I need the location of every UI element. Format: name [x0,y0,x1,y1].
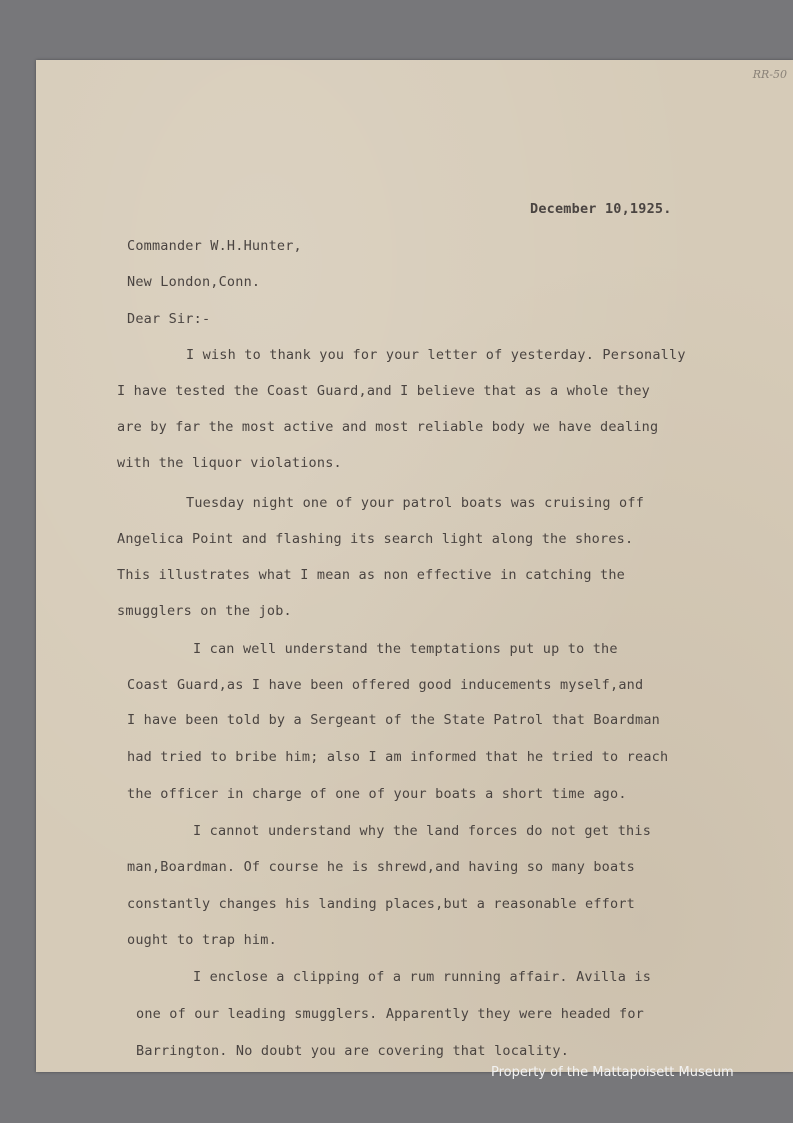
body-line: with the liquor violations. [117,455,342,471]
body-line: Coast Guard,as I have been offered good inducements myself,and [127,677,644,693]
salutation: Dear Sir:- [127,311,211,327]
recipient-location: New London,Conn. [127,274,261,290]
body-line: I have tested the Coast Guard,and I believe that as a whole they [117,383,650,399]
body-line: I cannot understand why the land forces do not get this [193,823,652,839]
body-line: I enclose a clipping of a rum running affair. Avilla is [193,969,652,985]
letter-date: December 10,1925. [530,201,672,217]
body-line: man,Boardman. Of course he is shrewd,and having so many boats [127,859,635,875]
body-line: smugglers on the job. [117,603,292,619]
body-line: Tuesday night one of your patrol boats was cruising off [186,495,645,511]
body-line: I wish to thank you for your letter of yesterday. Personally [186,347,686,363]
body-line: one of our leading smugglers. Apparently they were headed for [136,1006,644,1022]
museum-watermark: Property of the Mattapoisett Museum [491,1065,734,1080]
reference-mark: RR-50 [752,68,787,81]
body-line: ought to trap him. [127,932,277,948]
recipient-name: Commander W.H.Hunter, [127,238,302,254]
body-line: I can well understand the temptations put up to the [193,641,618,657]
body-line: This illustrates what I mean as non effective in catching the [117,567,625,583]
body-line: the officer in charge of one of your boats a short time ago. [127,786,627,802]
body-line: had tried to bribe him; also I am informed that he tried to reach [127,749,669,765]
body-line: I have been told by a Sergeant of the State Patrol that Boardman [127,712,660,728]
body-line: Angelica Point and flashing its search light along the shores. [117,531,634,547]
body-line: Barrington. No doubt you are covering that locality. [136,1043,570,1059]
body-line: constantly changes his landing places,but a reasonable effort [127,896,635,912]
letter-page [36,60,793,1072]
body-line: are by far the most active and most reliable body we have dealing [117,419,659,435]
